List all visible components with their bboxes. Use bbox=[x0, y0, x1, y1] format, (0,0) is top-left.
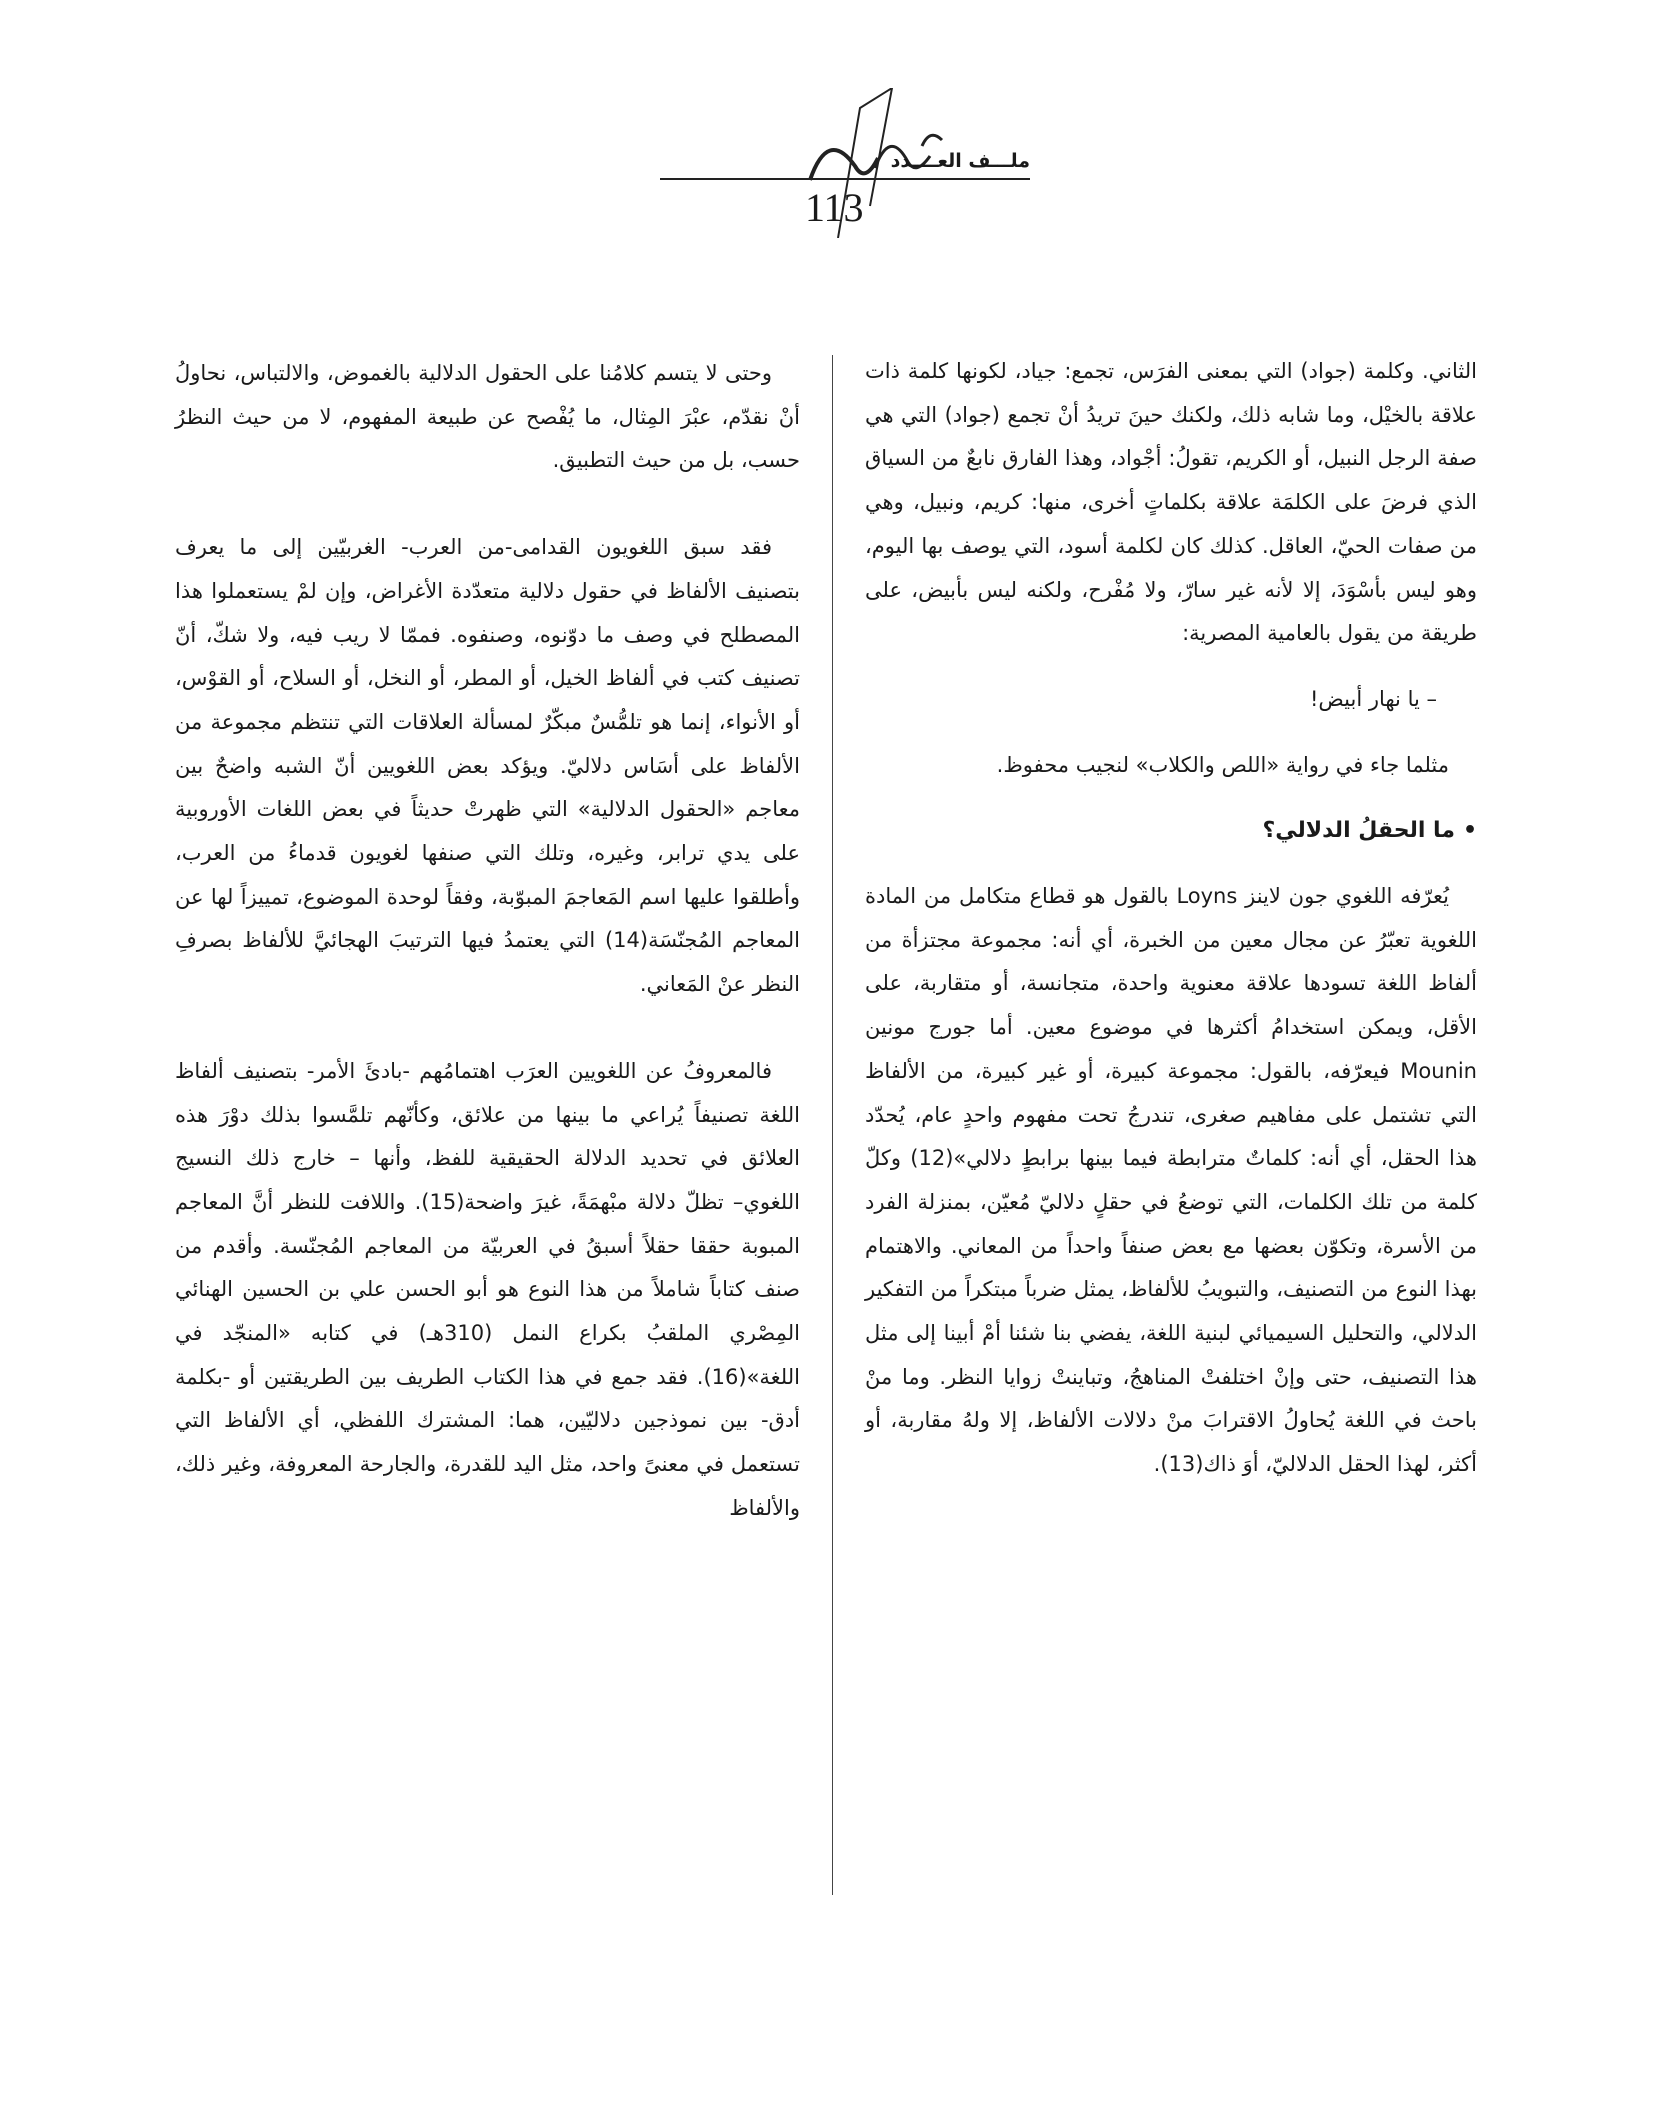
bullet-icon: • bbox=[1462, 818, 1477, 844]
page-header bbox=[660, 88, 1030, 238]
section-label: ملـــف العــــدد bbox=[890, 150, 1030, 172]
left-column bbox=[175, 352, 800, 1531]
right-paragraph-1: الثاني. وكلمة (جواد) التي بمعنى الفرَس، تجمع: جياد، لكونها كلمة ذات علاقة بالخيْل، وما شابه ذلك، ولكنك حينَ تريدُ أنْ تجمع (جواد) التي هي صفة الرجل النبيل، أو الكريم، تقولُ: أجْواد، وهذا الفارق نابعٌ من السياق الذي فرضَ على الكلمَة علاقة بكلماتٍ أخرى، منها: كريم، ونبيل، وهي من صفات الحيّ، العاقل. كذلك كان لكلمة أسود، التي يوصف بها اليوم، وهو ليس بأسْوَدَ، إلا لأنه غير سارّ، ولا مُفْرح، ولكنه ليس بأبيض، على طريقة من يقول بالعامية المصرية: bbox=[865, 359, 1477, 646]
page-number: 113 bbox=[805, 185, 864, 230]
section-heading bbox=[865, 809, 1477, 853]
column-divider bbox=[832, 355, 833, 1895]
header-rule bbox=[660, 178, 1030, 180]
quote-line: – يا نهار أبيض! bbox=[1310, 686, 1437, 711]
left-paragraph-2: فقد سبق اللغويون القدامى-من العرب- الغربيّين إلى ما يعرف بتصنيف الألفاظ في حقول دلالية متعدّدة الأغراض، وإن لمْ يستعملوا هذا المصطلح في وصف ما دوّنوه، وصنفوه. فممّا لا ريب فيه، ولا شكّ، أنّ تصنيف كتب في ألفاظ الخيل، أو المطر، أو النخل، أو السلاح، أو القوْس، أو الأنواء، إنما هو تلمُّسٌ مبكّرٌ لمسألة العلاقات التي تنتظم مجموعة من الألفاظ على أسَاس دلاليّ. ويؤكد بعض اللغويين أنّ الشبه واضحٌ بين معاجم «الحقول الدلالية» التي ظهرتْ حديثاً في بعض اللغات الأوروبية على يدي ترابر، وغيره، وتلك التي صنفها لغويون قدماءُ من العرب، وأطلقوا عليها اسم المَعاجمَ المبوّبة، وفقاً لوحدة الموضوع، تمييزاً لها عن المعاجم المُجنّسَة(14) التي يعتمدُ فيها الترتيبَ الهجائيَّ للألفاظ بصرفِ النظر عنْ المَعاني. bbox=[175, 535, 800, 997]
section-heading-text: ما الحقلُ الدلالي؟ bbox=[1262, 818, 1455, 844]
left-paragraph-3: فالمعروفُ عن اللغويين العرَب اهتمامُهم -بادئَ الأمر- بتصنيف ألفاظ اللغة تصنيفاً يُراعي ما بينها من علائق، وكأنّهم تلمَّسوا بذلك دوْرَ هذه العلائق في تحديد الدلالة الحقيقية للفظ، وأنها – خارج ذلك النسيج اللغوي– تظلّ دلالة مبْهمَةً، غيرَ واضحة(15). واللافت للنظر أنَّ المعاجم المبوبة حققا حقلاً أسبقُ في العربيّة من المعاجم المُجنّسة. وأقدم من صنف كتاباً شاملاً من هذا النوع هو أبو الحسن علي بن الحسين الهنائي المِصْري الملقبُ بكراع النمل (310هـ) في كتابه «المنجّد في اللغة»(16). فقد جمع في هذا الكتاب الطريف بين الطريقتين أو -بكلمة أدق- بين نموذجين دلاليّين، هما: المشترك اللفظي، أي الألفاظ التي تستعمل في معنىً واحد، مثل اليد للقدرة، والجارحة المعروفة، وغير ذلك، والألفاظ bbox=[175, 1058, 800, 1520]
right-paragraph-3: يُعرّفه اللغوي جون لاينز Loyns بالقول هو قطاع متكامل من المادة اللغوية تعبّرُ عن مجال معين من الخبرة، أي أنه: مجموعة مجتزأة من ألفاظ اللغة تسودها علاقة معنوية واحدة، متجانسة، أو متقاربة، على الأقل، ويمكن استخدامُ أكثرها في موضوع معين. أما جورج مونين Mounin فيعرّفه، بالقول: مجموعة كبيرة، أو غير كبيرة، من الألفاظ التي تشتمل على مفاهيم صغرى، تندرجُ تحت مفهوم واحدٍ عام، يُحدّد هذا الحقل، أي أنه: كلماتٌ مترابطة فيما بينها برابطٍ دلالي»(12) وكلّ كلمة من تلك الكلمات، التي توضعُ في حقلٍ دلاليّ مُعيّن، بمنزلة الفرد من الأسرة، وتكوّن بعضها مع بعض صنفاً واحداً من المعاني. والاهتمام بهذا النوع من التصنيف، والتبويبُ للألفاظ، يمثل ضرباً مبتكراً من التفكير الدلالي، والتحليل السيميائي لبنية اللغة، يفضي بنا شئنا أمْ أبينا إلى مثل هذا التصنيف، حتى وإنْ اختلفتْ المناهجُ، وتباينتْ زوايا النظر. وما منْ باحث في اللغة يُحاولُ الاقترابَ منْ دلالات الألفاظ، إلا ولهُ مقاربة، أو أكثر، لهذا الحقل الدلاليّ، أوَ ذاك(13). bbox=[865, 884, 1477, 1477]
left-paragraph-1: وحتى لا يتسم كلامُنا على الحقول الدلالية بالغموض، والالتباس، نحاولُ أنْ نقدّم، عبْرَ المِثال، ما يُفْصح عن طبيعة المفهوم، لا من حيث النظرُ حسب، بل من حيث التطبيق. bbox=[175, 361, 800, 473]
right-paragraph-2: مثلما جاء في رواية «اللص والكلاب» لنجيب محفوظ. bbox=[996, 752, 1449, 777]
right-column bbox=[865, 350, 1477, 1487]
